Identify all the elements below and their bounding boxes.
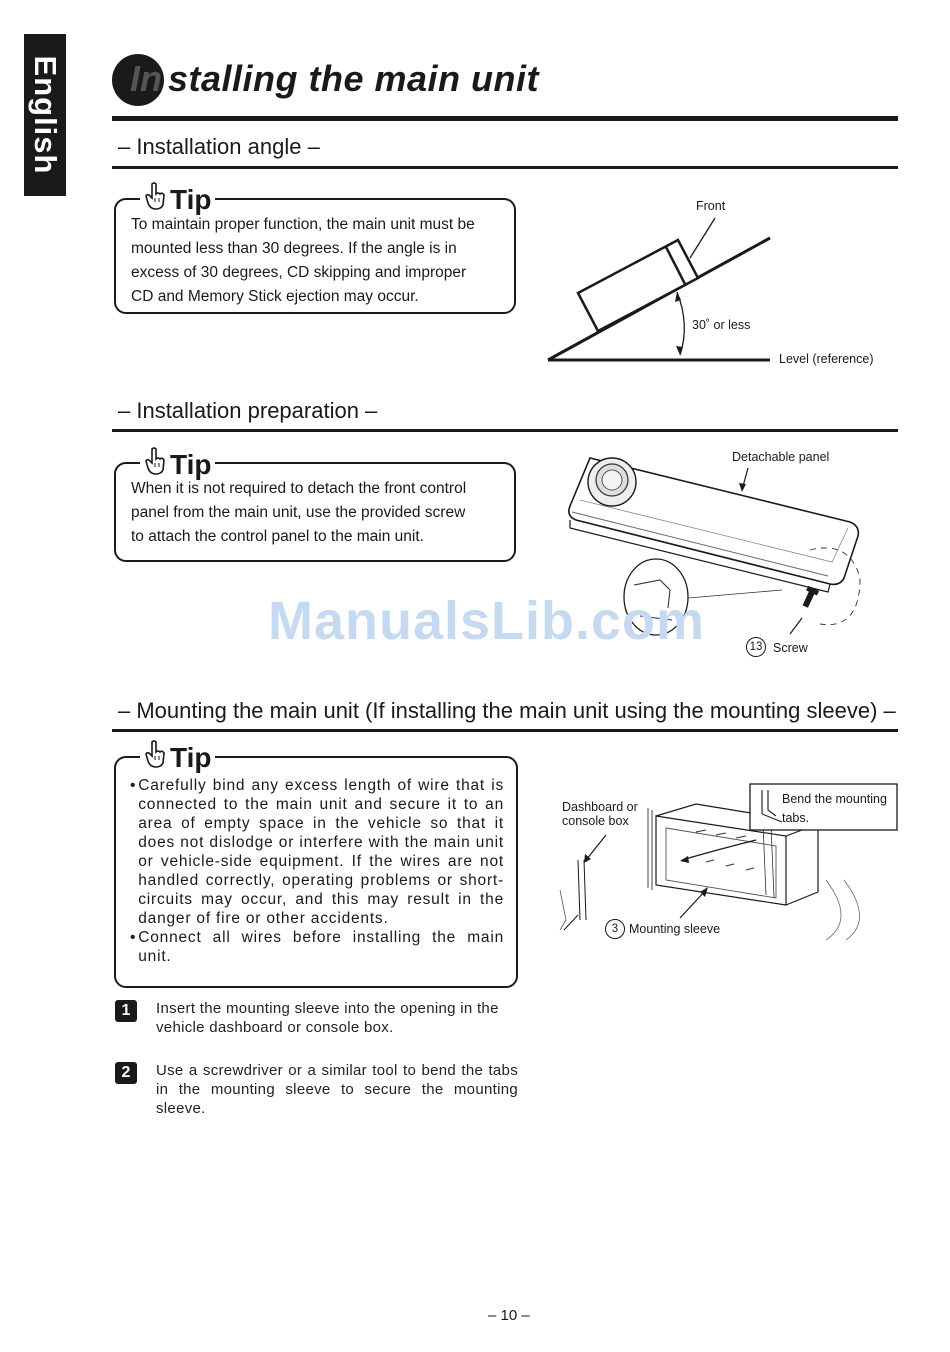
page-title: stalling the main unit	[168, 58, 540, 99]
tip-bullet	[130, 776, 504, 928]
section-rule	[112, 166, 898, 169]
bullet-dot: •	[130, 929, 137, 946]
tip-bullet	[130, 928, 504, 966]
section-rule	[112, 429, 898, 432]
tip-line: to attach the control panel to the main unit.	[131, 528, 424, 545]
step-number-1: 1	[115, 1000, 137, 1022]
label-screw: Screw	[773, 641, 808, 655]
label-mounting-sleeve: Mounting sleeve	[629, 922, 721, 936]
label-level: Level (reference)	[779, 352, 874, 366]
tip-text-angle	[131, 213, 503, 309]
tip-line: To maintain proper function, the main unit must be	[131, 216, 475, 233]
section-heading-angle: – Installation angle –	[118, 134, 320, 159]
bullet-dot: •	[130, 777, 137, 794]
label-bend-tabs: Bend the mounting tabs.	[782, 792, 887, 825]
tip-line: excess of 30 degrees, CD skipping and improper	[131, 264, 467, 281]
tip-text-preparation	[131, 477, 503, 549]
tip-label: Tip	[170, 741, 212, 773]
watermark: ManualsLib.com	[268, 591, 706, 651]
label-angle: 30˚ or less	[692, 318, 751, 332]
step-number-2: 2	[115, 1062, 137, 1084]
tip-header	[140, 739, 215, 776]
section-heading-mounting: – Mounting the main unit (If installing the main unit using the mounting sleeve) –	[118, 698, 896, 723]
tip-line: panel from the main unit, use the provided screw	[131, 504, 466, 521]
screw-part-number: 13	[746, 637, 766, 657]
tip-bullet-text: Carefully bind any excess length of wire that is connected to the main unit and secure it to an area of empty space in the vehicle so that it does not dislodge or interfere with the main unit or vehicle-side equipment. If the wires are not handled correctly, operating problems or short-circuits may occur, and this may result in the danger of fire or other accidents.	[138, 777, 504, 927]
label-front: Front	[696, 199, 726, 213]
tip-bullet-list	[130, 776, 504, 966]
language-tab	[24, 34, 66, 196]
tip-line: CD and Memory Stick ejection may occur.	[131, 288, 419, 305]
installation-angle-diagram	[540, 190, 790, 370]
section-heading-preparation: – Installation preparation –	[118, 398, 378, 423]
tip-label: Tip	[170, 448, 212, 480]
page-number: – 10 –	[488, 1307, 530, 1324]
section-rule	[112, 729, 898, 732]
step-text-2: Use a screwdriver or a similar tool to bend the tabs in the mounting sleeve to secure the mounting sleeve.	[156, 1062, 518, 1117]
tip-line: When it is not required to detach the front control	[131, 480, 467, 497]
title-initial: In	[130, 58, 162, 99]
sleeve-part-number: 3	[605, 919, 625, 939]
label-detachable-panel: Detachable panel	[732, 450, 830, 464]
tip-label: Tip	[170, 183, 212, 215]
tip-line: mounted less than 30 degrees. If the angle is in	[131, 240, 457, 257]
pointing-hand-icon	[144, 739, 166, 776]
tip-bullet-text: Connect all wires before installing the main unit.	[138, 929, 504, 965]
language-tab-label: English	[28, 55, 63, 175]
label-dashboard: Dashboard or console box	[562, 800, 638, 828]
step-text-1: Insert the mounting sleeve into the opening in the vehicle dashboard or console box.	[156, 1000, 499, 1036]
title-rule	[112, 116, 898, 121]
